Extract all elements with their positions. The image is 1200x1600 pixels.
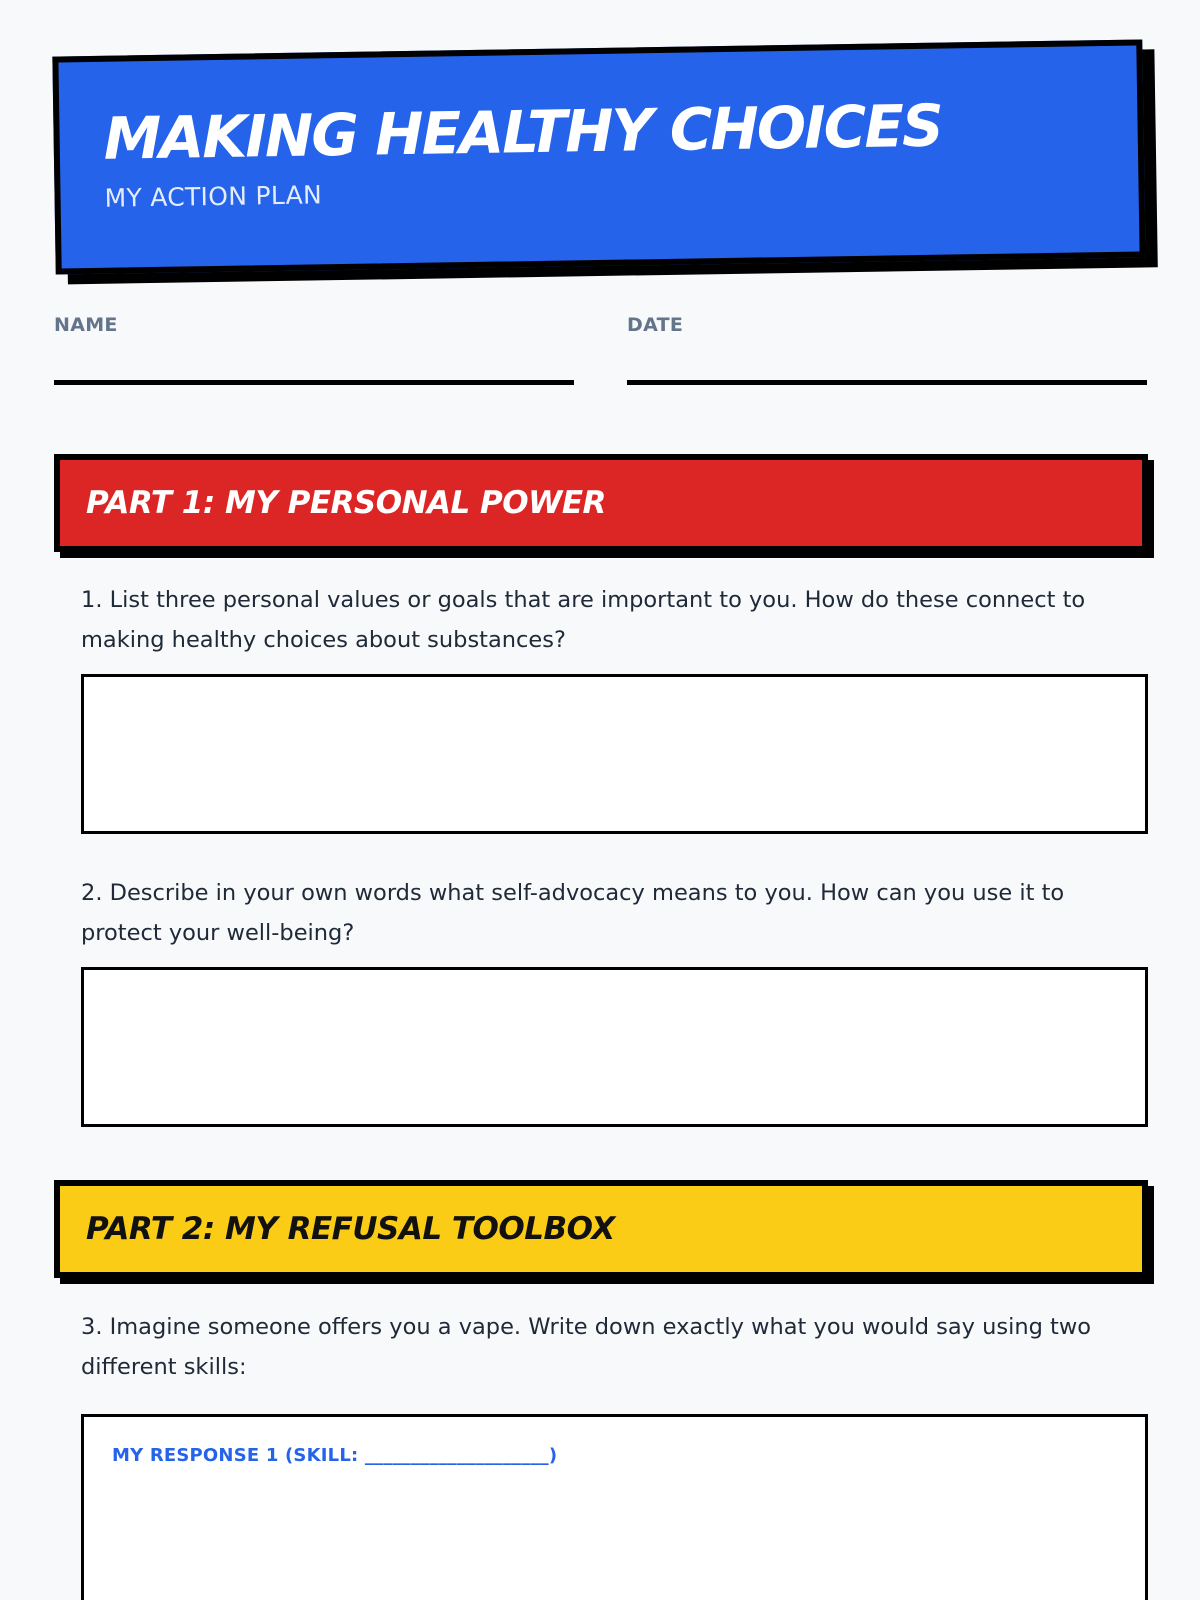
- answer-box-1[interactable]: [81, 674, 1148, 834]
- section-part-1-title: PART 1: MY PERSONAL POWER: [86, 485, 606, 521]
- section-part-1-header: [54, 454, 1148, 552]
- answer-box-2[interactable]: [81, 967, 1148, 1127]
- title-banner-panel: [52, 39, 1145, 274]
- section-part-2-title: PART 2: MY REFUSAL TOOLBOX: [86, 1211, 615, 1247]
- name-field: [54, 314, 574, 385]
- date-label: DATE: [627, 314, 684, 336]
- page-subtitle: MY ACTION PLAN: [104, 180, 323, 213]
- date-field: [627, 314, 1147, 385]
- section-part-1: [54, 454, 1148, 552]
- section-part-2-header: [54, 1180, 1148, 1278]
- question-1: 1. List three personal values or goals that are important to you. How do these connect to making healthy choices about substances?: [81, 587, 1086, 653]
- section-part-2: [54, 1180, 1148, 1278]
- response-1-label: MY RESPONSE 1 (SKILL: ____________________): [112, 1445, 558, 1466]
- date-input-line[interactable]: [627, 380, 1147, 385]
- name-label: NAME: [54, 314, 118, 336]
- page-title: MAKING HEALTHY CHOICES: [103, 91, 943, 173]
- title-banner: [52, 39, 1145, 274]
- question-3: 3. Imagine someone offers you a vape. Write down exactly what you would say using two different skills:: [81, 1314, 1092, 1380]
- question-2: 2. Describe in your own words what self-advocacy means to you. How can you use it to protect your well-being?: [81, 880, 1065, 946]
- name-input-line[interactable]: [54, 380, 574, 385]
- answer-box-3[interactable]: [81, 1414, 1148, 1600]
